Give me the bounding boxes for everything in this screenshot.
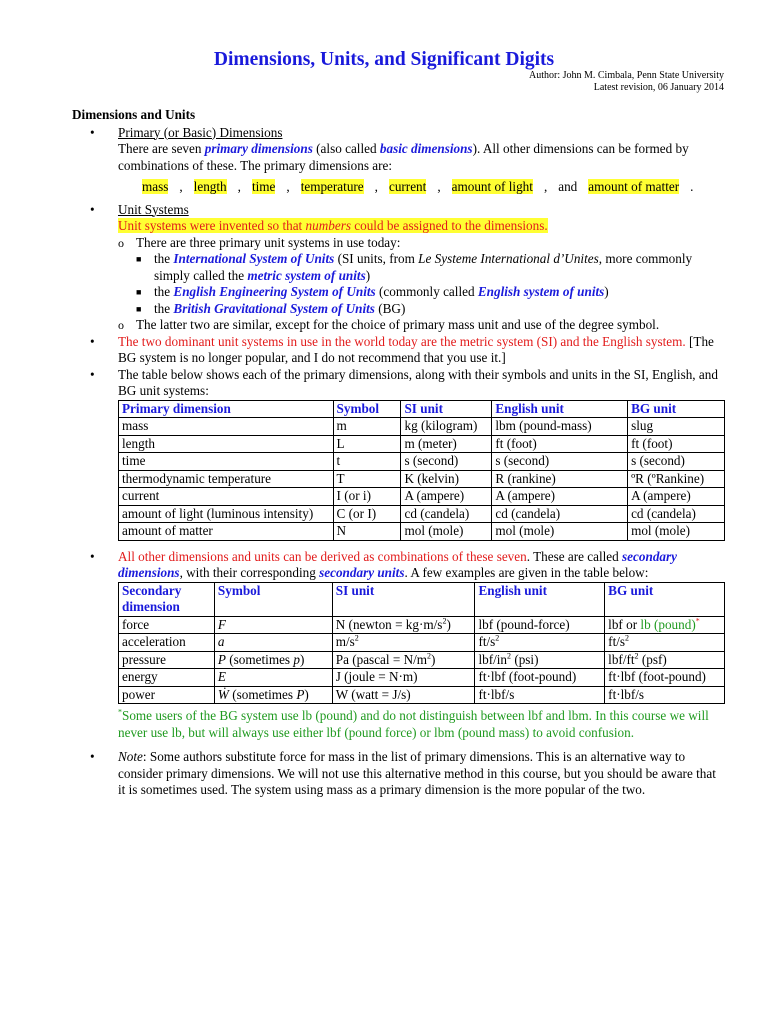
text-run: (sometimes [225,651,294,667]
bullet-icon: • [90,749,95,764]
table-cell: ft·lbf/s [605,686,725,704]
text-run: Le Systeme International d’Unites [418,251,599,266]
table-row [119,669,725,687]
text-run: p [293,651,300,667]
column-header: Secondary dimension [119,582,215,616]
page-title: Dimensions, Units, and Significant Digits [213,49,555,70]
footnote-text: Some users of the BG system use lb (pound) and do not distinguish between lbf and lbm. In this course we will never use lb, but will always use either lbf (pound force) or lbm (pound mass) to avoid confusion. [118,708,709,740]
footnote-marker: * [695,616,700,626]
dim-item: current , [388,179,441,194]
bullet-icon: • [90,124,95,140]
table-cell: ft (foot) [628,435,725,453]
text-run: (psi) [511,651,539,667]
dim-temperature: temperature [300,179,364,194]
column-header: English unit [475,582,605,616]
dim-item: temperature , [300,179,378,194]
term-basic-dimensions: basic dimensions [379,141,473,156]
text-run: All other dimensions and units can be derived as combinations of these seven [118,548,527,564]
text-run: lbf or [608,616,641,632]
table-cell: slug [628,418,725,436]
unit-systems-label: Unit Systems [118,201,189,217]
text-run: E [217,669,226,684]
text-run: ) [431,651,436,667]
revision-line: Latest revision, 06 January 2014 [593,82,724,93]
list-item-note [72,749,724,799]
system-si [136,251,724,284]
table-cell: W (watt = J/s) [332,686,475,704]
bullet-icon: • [90,366,95,382]
term-bg: British Gravitational System of Units [173,300,375,316]
table-cell: J (joule = N·m) [332,669,475,687]
table-cell: thermodynamic temperature [119,470,334,488]
text-run: the [154,251,174,266]
table-cell: ft·lbf (foot-pound) [475,669,605,687]
column-header: BG unit [605,582,725,616]
dim-item: time , [251,179,290,194]
table-cell: t [333,453,401,471]
text-run: a [217,634,225,649]
sublist-item [118,235,724,318]
column-header: BG unit [628,400,725,418]
dim-mass: mass [142,179,169,194]
table-row [119,418,725,436]
text-run: , more commonly simply called the [154,251,693,283]
dim-current: current [388,179,427,194]
text-run: . These are called [526,548,623,564]
text-run: ) [446,616,451,632]
table-header-row [119,582,725,616]
table-cell [214,651,332,669]
table-cell: amount of light (luminous intensity) [119,505,334,523]
text-run: , with their corresponding [179,565,320,580]
circle-bullet-icon: o [118,318,124,332]
list-item-primary [72,125,724,196]
sublist-item [118,317,724,334]
term-english-engineering: English Engineering System of Units [173,284,376,299]
table-cell: cd (candela) [401,505,492,523]
square-bullet-icon: ■ [136,254,142,264]
table-cell [214,634,332,652]
table-cell [475,651,605,669]
table-cell: acceleration [119,634,215,652]
table-cell: current [119,488,334,506]
table-row [119,453,725,471]
text-run: the [154,284,174,299]
footnote-marker: * [118,707,122,717]
column-header: SI unit [332,582,475,616]
secondary-dimensions-table [118,582,725,705]
dim-amount-of-light: amount of light [451,179,533,194]
table-cell: s (second) [401,453,492,471]
text-run: 2 [495,633,500,643]
text-run: lb (pound) [640,616,696,632]
table-row [119,435,725,453]
dominant-red-text: The two dominant unit systems in use in the world today are the metric system (SI) and the English system. [118,333,686,349]
dim-amount-of-matter: amount of matter [588,179,680,194]
table-cell: ft·lbf (foot-pound) [605,669,725,687]
table-cell [605,651,725,669]
dim-item: amount of light , [451,179,548,194]
term-english: English system of units [477,284,605,299]
table-cell [332,616,475,634]
table-cell [214,616,332,634]
table1-intro: The table below shows each of the primary dimensions, along with their symbols and units in the SI, English, and BG unit systems: [118,366,718,398]
column-header: Symbol [214,582,332,616]
dim-item: length , [193,179,241,194]
text-run: Ẇ [217,686,229,702]
table-cell: ft (foot) [492,435,628,453]
list-item-secondary [72,549,724,742]
text-run: F [217,616,226,632]
text-run: could be assigned to the dimensions. [350,218,548,233]
table-cell: R (rankine) [492,470,628,488]
term-metric: metric system of units [247,267,366,283]
table-cell: mol (mole) [401,523,492,541]
text-run: There are seven [118,141,205,156]
text-run: 2 [442,616,447,626]
unit-systems-sublist [118,235,724,334]
circle-bullet-icon: o [118,235,124,250]
text-run: m/s [335,634,355,649]
table-cell: force [119,616,215,634]
table-row [119,505,725,523]
table-cell: s (second) [628,453,725,471]
table-row [119,616,725,634]
dim-time: time [251,179,276,194]
column-header: English unit [492,400,628,418]
table-cell: ºR (ºRankine) [628,470,725,488]
text-run: N (newton = kg·m/s [335,616,443,632]
table-cell: N [333,523,401,541]
column-header: Symbol [333,400,401,418]
system-ee [136,284,724,301]
table-row [119,488,725,506]
table-cell: lbm (pound-mass) [492,418,628,436]
dim-item: amount of matter . [588,179,694,194]
table-cell: amount of matter [119,523,334,541]
square-bullet-icon: ■ [136,287,142,297]
term-secondary-dimensions: secondary dimensions [118,548,677,580]
system-bg [136,301,724,318]
table-cell: cd (candela) [628,505,725,523]
secondary-paragraph [118,549,724,582]
table-cell [214,669,332,687]
table-cell: lbf (pound-force) [475,616,605,634]
text-run: 2 [507,651,512,661]
table-cell: cd (candela) [492,505,628,523]
table-cell: L [333,435,401,453]
term-secondary-units: secondary units [319,565,405,580]
table-cell [214,686,332,704]
note-text: : Some authors substitute force for mass in the list of primary dimensions. This is an alternative way to consider primary dimensions. We will not use this alternative method in this course, but you should be aware that it is sometimes used. The system using mass as a primary dimension is the more popular of the two. [118,749,716,797]
dim-item: mass , [142,179,183,194]
term-primary-dimensions: primary dimensions [204,141,313,156]
text-run: (also called [312,141,380,156]
primary-paragraph [118,141,724,174]
list-item-table1 [72,367,724,541]
bullet-icon: • [90,548,95,564]
column-header: Primary dimension [119,400,334,418]
text-run: 2 [634,651,639,661]
table-cell: I (or i) [333,488,401,506]
table-cell: mol (mole) [492,523,628,541]
table-cell: A (ampere) [492,488,628,506]
table-cell [605,634,725,652]
table-header-row [119,400,725,418]
table-cell: C (or I) [333,505,401,523]
text-run: (SI units, from [334,251,419,266]
term-si: International System of Units [173,251,335,266]
and-word: and [558,179,578,194]
text-run: (BG) [374,300,406,316]
text-run: ft/s [478,634,496,649]
table-cell: time [119,453,334,471]
dominant-note: [The BG system is no longer popular, and I do not recommend that you use it.] [118,333,714,365]
table-cell: mass [119,418,334,436]
table-cell [605,616,725,634]
text-run: lbf/in [478,651,508,667]
table-cell: A (ampere) [628,488,725,506]
table-row [119,634,725,652]
primary-label: Primary (or Basic) Dimensions [118,124,283,140]
text-run: ) [604,284,609,299]
table-cell [332,634,475,652]
table-row [119,523,725,541]
table-cell [475,634,605,652]
section-heading: Dimensions and Units [72,107,196,122]
table-cell: energy [119,669,215,687]
bullet-icon: • [90,201,95,217]
text-run: Unit systems were invented so that [118,218,306,233]
square-bullet-icon: ■ [136,303,142,314]
list-item-unit-systems [72,202,724,334]
text-run: 2 [427,651,432,661]
table-cell: length [119,435,334,453]
dim-length: length [193,179,227,194]
note-label: Note [118,749,143,764]
table-cell: T [333,470,401,488]
table-cell: m (meter) [401,435,492,453]
text-run: 2 [354,633,359,643]
document-body [72,107,724,799]
sublist-text: The latter two are similar, except for the choice of primary mass unit and use of the degree symbol. [136,317,660,332]
text-run: ) [304,686,309,702]
footnote [118,708,724,741]
table-row [119,686,725,704]
text-run: the [154,300,174,316]
column-header: SI unit [401,400,492,418]
table-cell: kg (kilogram) [401,418,492,436]
table-cell: A (ampere) [401,488,492,506]
author-line: Author: John M. Cimbala, Penn State University [529,70,724,81]
main-list [72,125,724,799]
text-run: ). All other dimensions can be formed by combinations of these. The primary dimensions are: [118,141,689,173]
primary-dimensions-table [118,400,725,541]
table-cell: power [119,686,215,704]
text-run: . A few examples are given in the table below: [404,565,649,580]
table-cell: pressure [119,651,215,669]
sublist-text: There are three primary unit systems in use today: [136,234,401,250]
text-run: ) [299,651,305,667]
text-run: Pa (pascal = N/m [335,651,428,667]
systems-list [136,251,724,317]
text-run: P [217,651,226,667]
bullet-icon: • [90,333,95,349]
text-run: (psf) [638,651,667,667]
author-block [529,70,724,94]
table-cell: mol (mole) [628,523,725,541]
table-cell: K (kelvin) [401,470,492,488]
text-run: (commonly called [375,284,478,299]
table-cell: s (second) [492,453,628,471]
text-run: P [296,686,305,702]
table-row [119,651,725,669]
text-run: lbf/ft [608,651,635,667]
text-run: ) [365,267,371,283]
unit-systems-highlight [118,218,724,235]
text-run: numbers [305,218,351,233]
text-run: (sometimes [228,686,297,702]
text-run: ft/s [608,634,626,649]
primary-dimensions-row [118,179,724,196]
table-row [119,470,725,488]
text-run: 2 [625,633,630,643]
table-cell [332,651,475,669]
list-item-dominant [72,334,724,367]
table-cell: ft·lbf/s [475,686,605,704]
table-cell: m [333,418,401,436]
